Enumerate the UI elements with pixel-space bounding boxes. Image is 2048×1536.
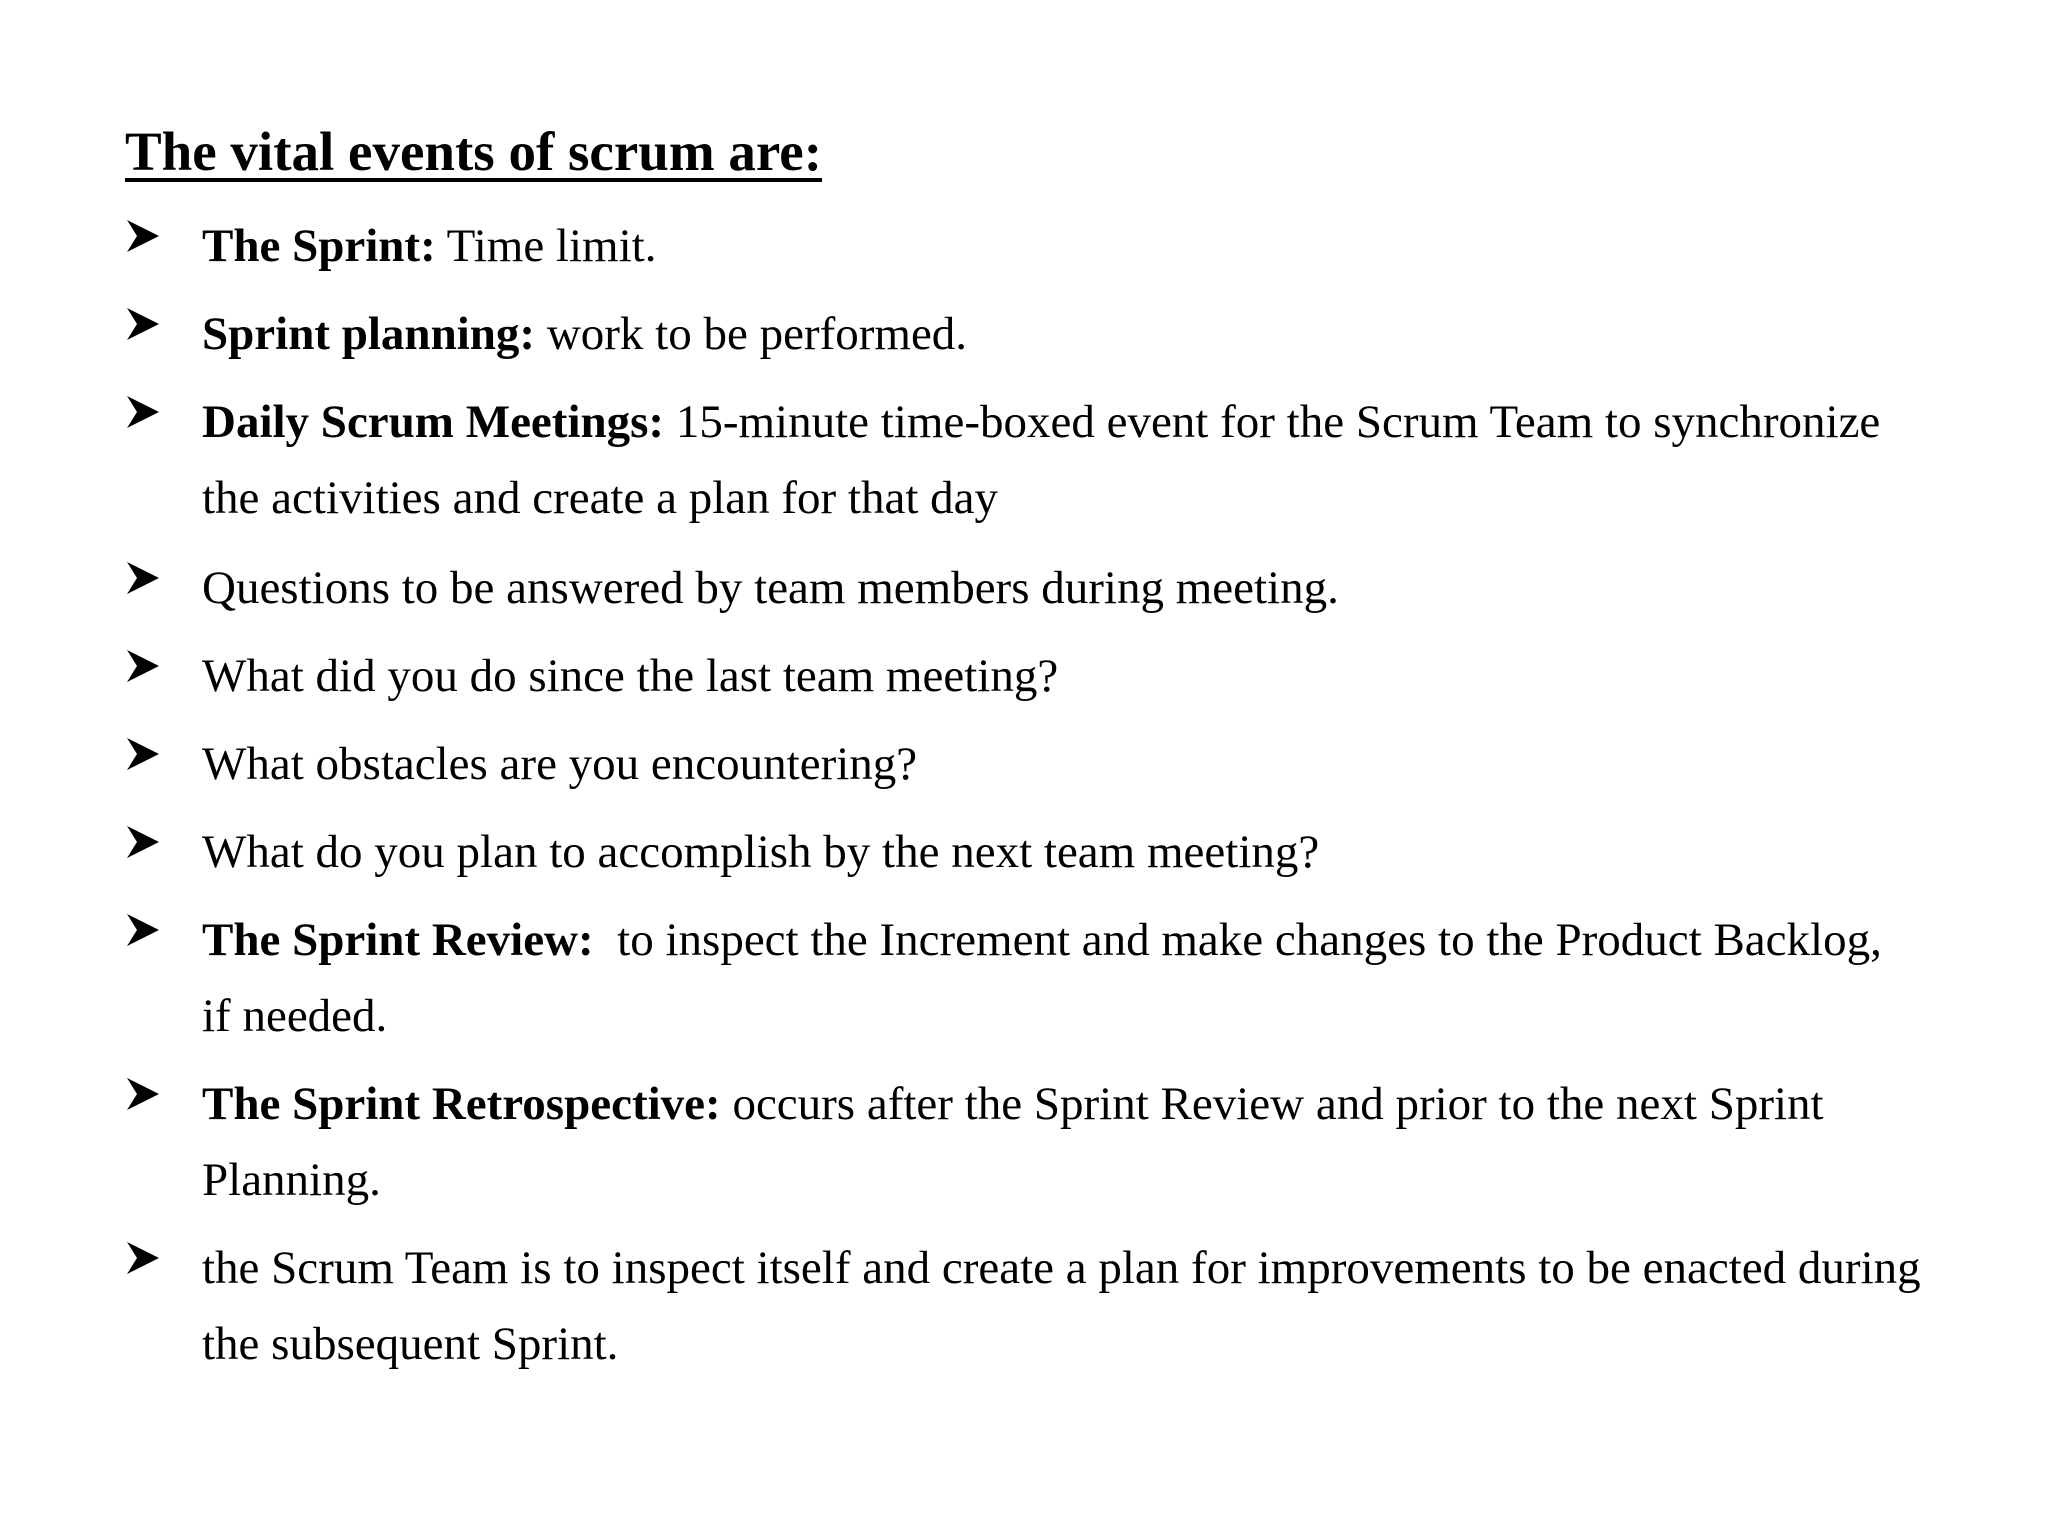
- item-label: Sprint planning:: [202, 308, 536, 360]
- list-item-text: [202, 726, 1922, 802]
- list-item-text: [202, 384, 1922, 536]
- arrowhead-bullet-icon: [123, 822, 163, 862]
- list-item-text: [202, 902, 1922, 1054]
- arrowhead-bullet-icon: [123, 1074, 163, 1114]
- list-item-text: [202, 1230, 1922, 1382]
- item-description: 15-minute time-boxed event for the Scrum Team to synchronize the activities and create a plan for that day: [202, 396, 1881, 524]
- item-description: Questions to be answered by team members during meeting.: [202, 562, 1339, 614]
- list-item-text: [202, 814, 1922, 890]
- arrowhead-bullet-icon: [123, 910, 163, 950]
- arrowhead-bullet-icon: [123, 646, 163, 686]
- item-label: The Sprint Retrospective:: [202, 1078, 721, 1130]
- list-item-text: [202, 208, 1922, 284]
- item-label: The Sprint Review:: [202, 914, 594, 966]
- list-item-text: [202, 1066, 1922, 1218]
- item-description: What do you plan to accomplish by the next team meeting?: [202, 826, 1320, 878]
- arrowhead-bullet-icon: [123, 558, 163, 598]
- arrowhead-bullet-icon: [123, 734, 163, 774]
- list-item-text: [202, 638, 1922, 714]
- item-description: the Scrum Team is to inspect itself and create a plan for improvements to be enacted during the subsequent Sprint.: [202, 1242, 1921, 1370]
- arrowhead-bullet-icon: [123, 216, 163, 256]
- page-heading: The vital events of scrum are:: [125, 121, 823, 182]
- list-item-text: [202, 550, 1922, 626]
- item-description: to inspect the Increment and make changes to the Product Backlog, if needed.: [202, 914, 1894, 1042]
- list-item-text: [202, 296, 1922, 372]
- arrowhead-bullet-icon: [123, 392, 163, 432]
- item-label: The Sprint:: [202, 220, 436, 272]
- item-description: work to be performed.: [535, 308, 968, 360]
- item-description: Time limit.: [435, 220, 657, 272]
- arrowhead-bullet-icon: [123, 1238, 163, 1278]
- item-description: What did you do since the last team meeting?: [202, 650, 1059, 702]
- arrowhead-bullet-icon: [123, 304, 163, 344]
- item-description: occurs after the Sprint Review and prior to the next Sprint Planning.: [202, 1078, 1824, 1206]
- item-label: Daily Scrum Meetings:: [202, 396, 665, 448]
- item-description: What obstacles are you encountering?: [202, 738, 918, 790]
